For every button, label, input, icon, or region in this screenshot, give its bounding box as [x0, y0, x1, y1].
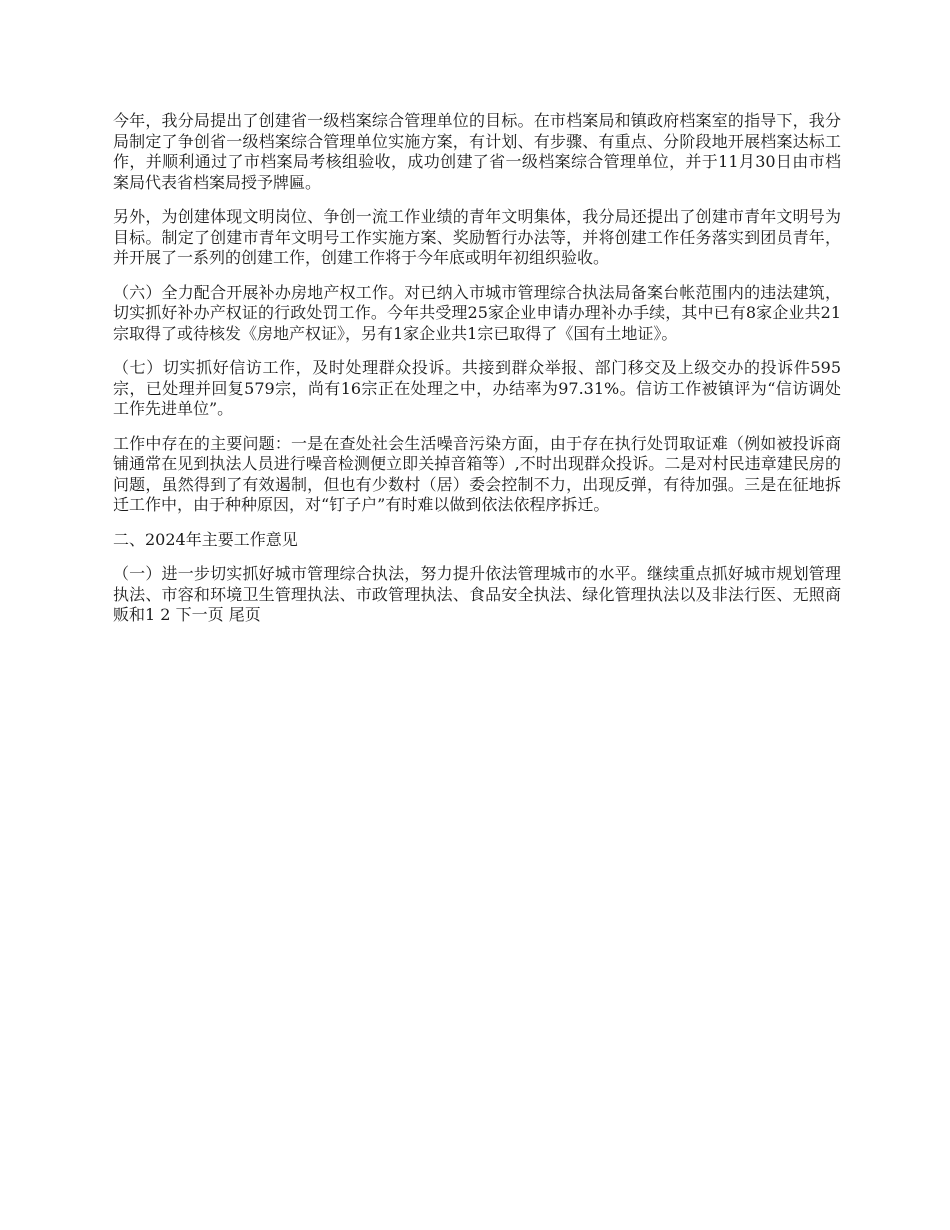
document-body: [113, 111, 841, 626]
paragraph-main-problems: 工作中存在的主要问题：一是在查处社会生活噪音污染方面，由于存在执行处罚取证难（例如被投诉商铺通常在见到执法人员进行噪音检测便立即关掉音箱等）,不时出现群众投诉。二是对村民违章建民房的问题，虽然得到了有效遏制，但也有少数村（居）委会控制不力，出现反弹，有待加强。三是在征地拆迁工作中，由于种种原因，对“钉子户”有时难以做到依法依程序拆迁。: [113, 433, 841, 514]
pagination-page-1-link[interactable]: 1: [145, 605, 156, 624]
paragraph-youth-civilization: 另外，为创建体现文明岗位、争创一流工作业绩的青年文明集体，我分局还提出了创建市青年文明号为目标。制定了创建市青年文明号工作实施方案、奖励暂行办法等，并将创建工作任务落实到团员青年，并开展了一系列的创建工作，创建工作将于今年底或明年初组织验收。: [113, 207, 841, 267]
paragraph-property-rights: （六）全力配合开展补办房地产权工作。对已纳入市城市管理综合执法局备案台帐范围内的违法建筑，切实抓好补办产权证的行政处罚工作。今年共受理25家企业申请办理补办手续，其中已有8家企业共21宗取得了或待核发《房地产权证》，另有1家企业共1宗已取得了《国有土地证》。: [113, 282, 841, 343]
paragraph-enforcement-text: （一）进一步切实抓好城市管理综合执法，努力提升依法管理城市的水平。继续重点抓好城市规划管理执法、市容和环境卫生管理执法、市政管理执法、食品安全执法、绿化管理执法以及非法行医、无照商贩和: [113, 564, 841, 624]
paragraph-archive-management: 今年，我分局提出了创建省一级档案综合管理单位的目标。在市档案局和镇政府档案室的指导下，我分局制定了争创省一级档案综合管理单位实施方案，有计划、有步骤、有重点、分阶段地开展档案达标工作，并顺利通过了市档案局考核组验收，成功创建了省一级档案综合管理单位，并于11月30日由市档案局代表省档案局授予牌匾。: [113, 111, 841, 192]
pagination-page-2-link[interactable]: 2: [160, 605, 171, 624]
paragraph-enforcement-plan: [113, 564, 841, 626]
paragraph-petition-work: （七）切实抓好信访工作，及时处理群众投诉。共接到群众举报、部门移交及上级交办的投诉件595宗，已处理并回复579宗，尚有16宗正在处理之中，办结率为97.31%。信访工作被镇评为“信访调处工作先进单位”。: [113, 358, 841, 418]
section-heading-2024-work-plan: 二、2024年主要工作意见: [113, 529, 298, 549]
pagination-last-link[interactable]: 尾页: [228, 605, 261, 624]
pagination-next-link[interactable]: 下一页: [175, 605, 224, 624]
